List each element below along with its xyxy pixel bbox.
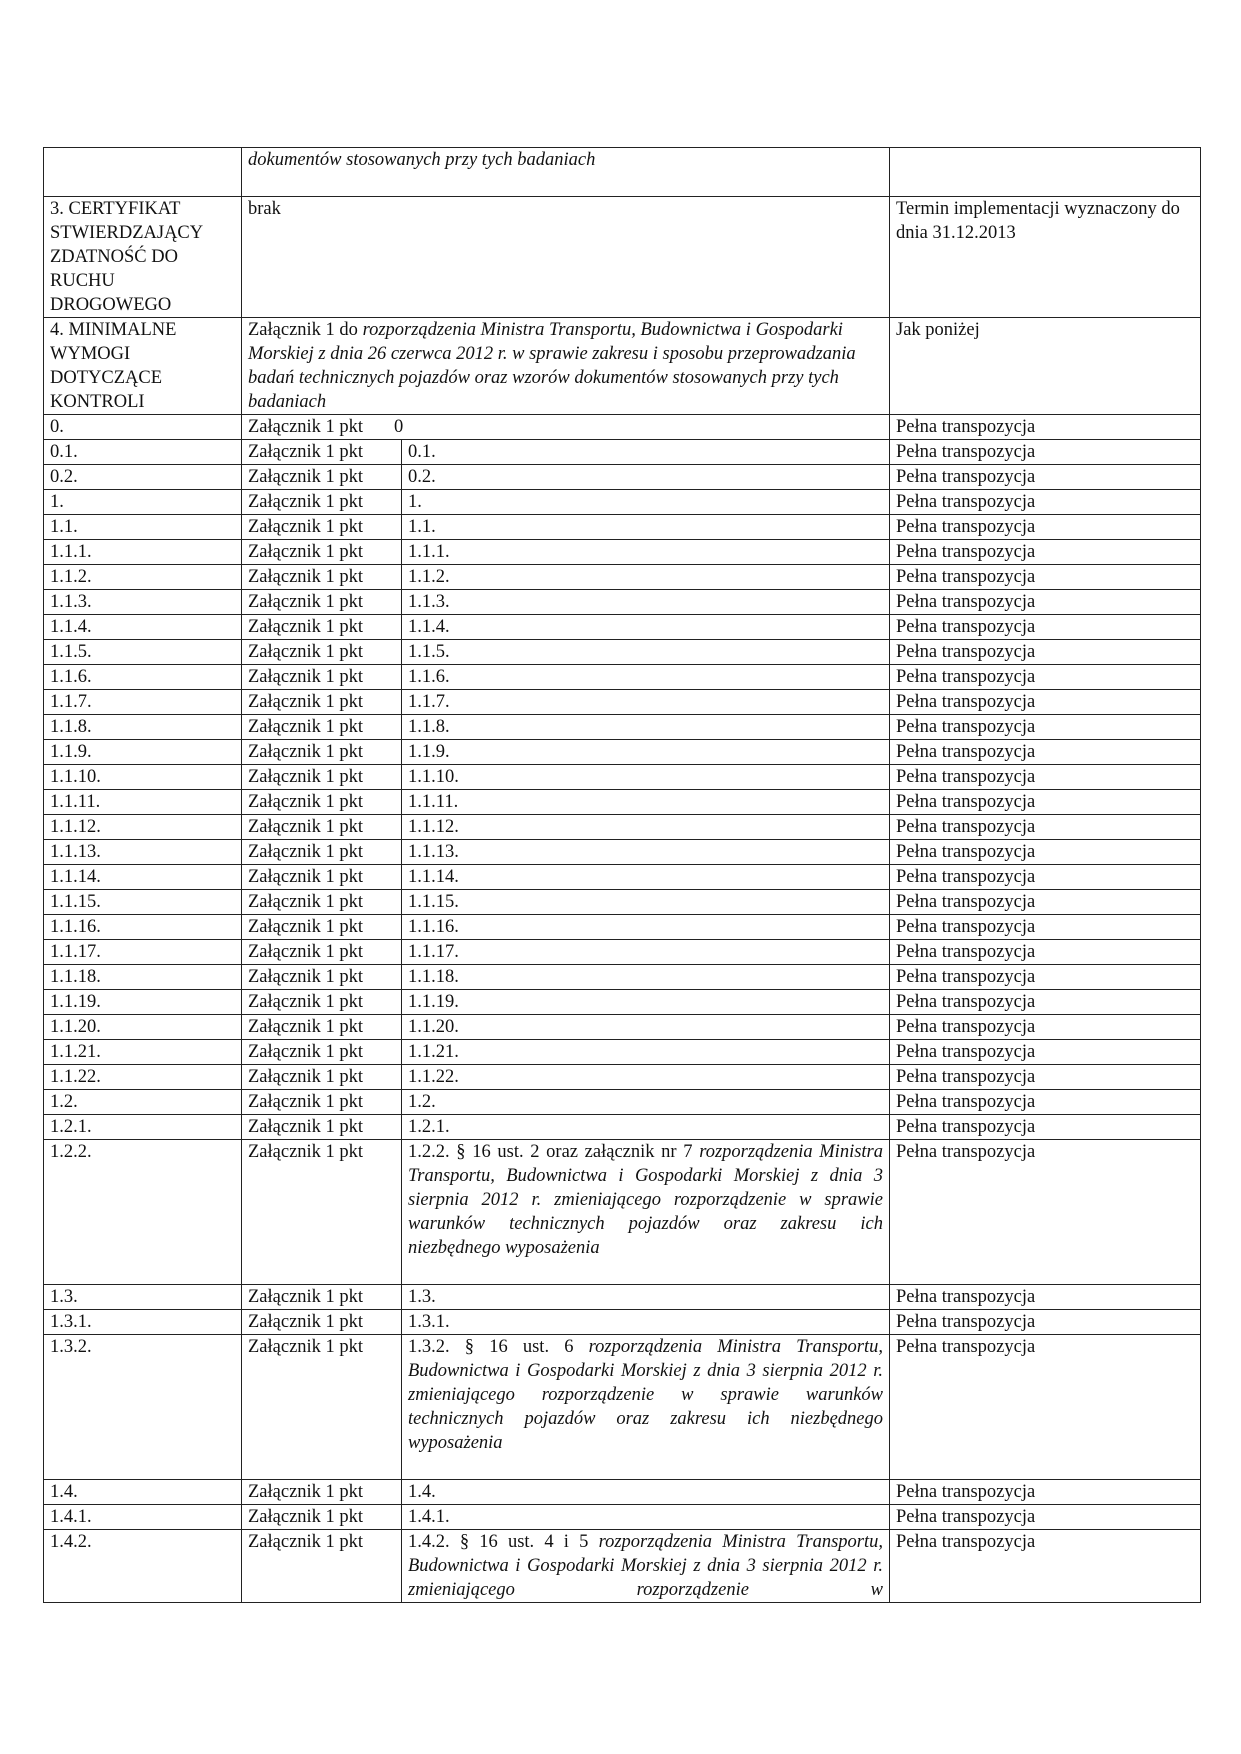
cell-number: 1.1.4.: [44, 615, 242, 640]
table-row-continued: [44, 148, 1201, 197]
cell-point: 0.2.: [402, 465, 890, 490]
cell-status: Pełna transpozycja: [890, 915, 1201, 940]
cell-label: 4. MINIMALNE WYMOGI DOTYCZĄCE KONTROLI: [44, 318, 242, 415]
reference-label: Załącznik 1 pkt: [248, 417, 364, 437]
table-row-1-2-2: [44, 1140, 1201, 1285]
cell-number: 1.4.: [44, 1480, 242, 1505]
cell-number: 1.1.8.: [44, 715, 242, 740]
cell-point: 1.1.4.: [402, 615, 890, 640]
cell-point: 1.3.: [402, 1285, 890, 1310]
cell-status: Pełna transpozycja: [890, 1310, 1201, 1335]
table-row: [44, 1505, 1201, 1530]
cell-number: 1.1.5.: [44, 640, 242, 665]
cell-status: Pełna transpozycja: [890, 490, 1201, 515]
cell-number: 1.3.: [44, 1285, 242, 1310]
cell-number: 0.1.: [44, 440, 242, 465]
cell-status: Pełna transpozycja: [890, 1015, 1201, 1040]
cell-point: 1.1.14.: [402, 865, 890, 890]
cell-status: Pełna transpozycja: [890, 515, 1201, 540]
cell-reference: Załącznik 1 pkt: [242, 1480, 402, 1505]
cell-status: Pełna transpozycja: [890, 665, 1201, 690]
cell-point: [402, 1530, 890, 1603]
table-row: [44, 540, 1201, 565]
cell-reference: Załącznik 1 pkt: [242, 690, 402, 715]
cell-number: 1.2.: [44, 1090, 242, 1115]
cell-point: 1.1.18.: [402, 965, 890, 990]
table-row: [44, 1310, 1201, 1335]
cell-status: Pełna transpozycja: [890, 790, 1201, 815]
cell-number: 1.1.15.: [44, 890, 242, 915]
table-row: [44, 765, 1201, 790]
cell-number: 1.1.20.: [44, 1015, 242, 1040]
cell-status: Pełna transpozycja: [890, 540, 1201, 565]
cell-number: 1.2.1.: [44, 1115, 242, 1140]
cell-reference: Załącznik 1 pkt: [242, 540, 402, 565]
table-row: [44, 490, 1201, 515]
cell-reference: [242, 415, 890, 440]
legal-basis-italic: rozporządzenia Ministra Transportu, Budownictwa i Gospodarki Morskiej z dnia 26 czerwca 2012 r. w sprawie zakresu i sposobu przeprowadzania badań technicznych pojazdów oraz wzorów dokumentów stosowanych przy tych badaniach: [248, 320, 856, 412]
cell-reference: Załącznik 1 pkt: [242, 490, 402, 515]
cell-number: 1.1.18.: [44, 965, 242, 990]
cell-status: Pełna transpozycja: [890, 465, 1201, 490]
cell-reference: Załącznik 1 pkt: [242, 865, 402, 890]
cell-number: 1.3.2.: [44, 1335, 242, 1480]
transposition-table: [43, 147, 1201, 1603]
cell-point: 1.: [402, 490, 890, 515]
cell-reference: Załącznik 1 pkt: [242, 590, 402, 615]
cell-status: Pełna transpozycja: [890, 1090, 1201, 1115]
table-row-1-3-2: [44, 1335, 1201, 1480]
table-row: [44, 865, 1201, 890]
cell-point: 1.1.8.: [402, 715, 890, 740]
point-italic: rozporządzenia Ministra Transportu, Budownictwa i Gospodarki Morskiej z dnia 3 sierpnia 2012 r. zmieniającego rozporządzenie w: [408, 1532, 884, 1600]
table-row: [44, 890, 1201, 915]
cell-point: 1.1.6.: [402, 665, 890, 690]
cell-number: 1.1.19.: [44, 990, 242, 1015]
cell-status: Pełna transpozycja: [890, 990, 1201, 1015]
table-row: [44, 1090, 1201, 1115]
cell-reference: Załącznik 1 pkt: [242, 1310, 402, 1335]
cell-reference: Załącznik 1 pkt: [242, 565, 402, 590]
cell-status: Pełna transpozycja: [890, 1115, 1201, 1140]
cell-point: 1.1.13.: [402, 840, 890, 865]
cell-status: Pełna transpozycja: [890, 1285, 1201, 1310]
table-row-minimum-requirements: [44, 318, 1201, 415]
cell-reference: Załącznik 1 pkt: [242, 465, 402, 490]
cell-number: 1.1.12.: [44, 815, 242, 840]
cell-number: 1.3.1.: [44, 1310, 242, 1335]
cell-point: 1.1.11.: [402, 790, 890, 815]
legal-basis-plain: Załącznik 1 do: [248, 320, 363, 340]
cell-reference: Załącznik 1 pkt: [242, 990, 402, 1015]
cell-point: 1.1.17.: [402, 940, 890, 965]
cell-label: 3. CERTYFIKAT STWIERDZAJĄCY ZDATNOŚĆ DO RUCHU DROGOWEGO: [44, 197, 242, 318]
cell-status: Pełna transpozycja: [890, 640, 1201, 665]
cell-reference: Załącznik 1 pkt: [242, 640, 402, 665]
cell-point: 1.1.21.: [402, 1040, 890, 1065]
cell-legal-basis: dokumentów stosowanych przy tych badaniach: [242, 148, 890, 197]
cell-status: Pełna transpozycja: [890, 1480, 1201, 1505]
table-row: [44, 590, 1201, 615]
cell-reference: Załącznik 1 pkt: [242, 1530, 402, 1603]
cell-number: 1.1.21.: [44, 1040, 242, 1065]
table-row: [44, 665, 1201, 690]
cell-reference: Załącznik 1 pkt: [242, 1285, 402, 1310]
cell-point: 1.1.12.: [402, 815, 890, 840]
table-row: [44, 440, 1201, 465]
table-row: [44, 465, 1201, 490]
cell-legal-basis: brak: [242, 197, 890, 318]
cell-reference: Załącznik 1 pkt: [242, 1140, 402, 1285]
table-row: [44, 640, 1201, 665]
table-row: [44, 690, 1201, 715]
cell-status: Pełna transpozycja: [890, 890, 1201, 915]
point-italic: rozporządzenia Ministra Transportu, Budownictwa i Gospodarki Morskiej z dnia 3 sierpnia 2012 r. zmieniającego rozporządzenie w sprawie warunków technicznych pojazdów oraz zakresu ich niezbędnego wyposażenia: [408, 1337, 884, 1453]
cell-point: 1.2.: [402, 1090, 890, 1115]
cell-point: 1.1.2.: [402, 565, 890, 590]
cell-point: [402, 1335, 890, 1480]
cell-status: Pełna transpozycja: [890, 440, 1201, 465]
cell-status: Pełna transpozycja: [890, 1040, 1201, 1065]
cell-point: 1.1.7.: [402, 690, 890, 715]
cell-number: 1.1.6.: [44, 665, 242, 690]
cell-status: Pełna transpozycja: [890, 590, 1201, 615]
cell-number: 1.1.10.: [44, 765, 242, 790]
cell-status: Pełna transpozycja: [890, 1065, 1201, 1090]
cell-status: Termin implementacji wyznaczony do dnia 31.12.2013: [890, 197, 1201, 318]
cell-reference: Załącznik 1 pkt: [242, 615, 402, 640]
table-row: [44, 1115, 1201, 1140]
cell-status: Pełna transpozycja: [890, 740, 1201, 765]
cell-number: 1.1.3.: [44, 590, 242, 615]
cell-point: 1.1.19.: [402, 990, 890, 1015]
cell-reference: Załącznik 1 pkt: [242, 665, 402, 690]
cell-point: 1.2.1.: [402, 1115, 890, 1140]
cell-reference: Załącznik 1 pkt: [242, 790, 402, 815]
cell-point: 1.1.22.: [402, 1065, 890, 1090]
cell-status: Jak poniżej: [890, 318, 1201, 415]
cell-point: 1.1.15.: [402, 890, 890, 915]
cell-reference: Załącznik 1 pkt: [242, 1505, 402, 1530]
point-plain: 1.3.2. § 16 ust. 6: [408, 1337, 589, 1357]
table-row: [44, 965, 1201, 990]
cell-reference: Załącznik 1 pkt: [242, 1015, 402, 1040]
cell-number: 1.1.13.: [44, 840, 242, 865]
table-row: [44, 815, 1201, 840]
cell-reference: Załącznik 1 pkt: [242, 515, 402, 540]
table-row: [44, 990, 1201, 1015]
table-row: [44, 790, 1201, 815]
cell-number: 1.1.14.: [44, 865, 242, 890]
cell-status: Pełna transpozycja: [890, 840, 1201, 865]
cell-reference: Załącznik 1 pkt: [242, 915, 402, 940]
cell-status: Pełna transpozycja: [890, 1140, 1201, 1285]
table-row: [44, 1065, 1201, 1090]
cell-number: 1.1.16.: [44, 915, 242, 940]
cell-reference: Załącznik 1 pkt: [242, 1040, 402, 1065]
cell-reference: Załącznik 1 pkt: [242, 740, 402, 765]
reference-point: 0: [394, 417, 404, 437]
cell-point: 0.1.: [402, 440, 890, 465]
cell-reference: Załącznik 1 pkt: [242, 765, 402, 790]
table-row: [44, 1285, 1201, 1310]
cell-label: [44, 148, 242, 197]
cell-number: 1.1.2.: [44, 565, 242, 590]
cell-number: 1.4.1.: [44, 1505, 242, 1530]
cell-status: Pełna transpozycja: [890, 940, 1201, 965]
cell-reference: Załącznik 1 pkt: [242, 715, 402, 740]
cell-point: 1.1.10.: [402, 765, 890, 790]
cell-number: 1.1.11.: [44, 790, 242, 815]
cell-status: Pełna transpozycja: [890, 1505, 1201, 1530]
cell-status: Pełna transpozycja: [890, 965, 1201, 990]
cell-reference: Załącznik 1 pkt: [242, 1335, 402, 1480]
cell-number: 1.1.7.: [44, 690, 242, 715]
cell-status: Pełna transpozycja: [890, 765, 1201, 790]
cell-status: Pełna transpozycja: [890, 615, 1201, 640]
cell-reference: Załącznik 1 pkt: [242, 840, 402, 865]
table-row: [44, 715, 1201, 740]
cell-status: Pełna transpozycja: [890, 1335, 1201, 1480]
table-row-1-4-2: [44, 1530, 1201, 1603]
cell-status: Pełna transpozycja: [890, 690, 1201, 715]
cell-number: 1.2.2.: [44, 1140, 242, 1285]
cell-number: 1.1.17.: [44, 940, 242, 965]
table-row: [44, 915, 1201, 940]
cell-point: 1.1.9.: [402, 740, 890, 765]
cell-reference: Załącznik 1 pkt: [242, 1065, 402, 1090]
point-italic: rozporządzenia Ministra Transportu, Budownictwa i Gospodarki Morskiej z dnia 3 sierpnia 2012 r. zmieniającego rozporządzenie w sprawie warunków technicznych pojazdów oraz zakresu ich niezbędnego wyposażenia: [408, 1142, 883, 1258]
point-plain: 1.2.2. § 16 ust. 2 oraz załącznik nr 7: [408, 1142, 700, 1162]
table-row: [44, 565, 1201, 590]
cell-number: 1.4.2.: [44, 1530, 242, 1603]
cell-reference: Załącznik 1 pkt: [242, 440, 402, 465]
cell-point: 1.3.1.: [402, 1310, 890, 1335]
cell-number: 1.1.22.: [44, 1065, 242, 1090]
cell-point: 1.4.1.: [402, 1505, 890, 1530]
table-row-certificate: [44, 197, 1201, 318]
cell-number: 0.2.: [44, 465, 242, 490]
cell-status: Pełna transpozycja: [890, 715, 1201, 740]
cell-point: 1.1.5.: [402, 640, 890, 665]
cell-point: 1.1.1.: [402, 540, 890, 565]
cell-status: Pełna transpozycja: [890, 815, 1201, 840]
cell-number: 1.: [44, 490, 242, 515]
cell-number: 0.: [44, 415, 242, 440]
cell-status: Pełna transpozycja: [890, 865, 1201, 890]
table-row: [44, 415, 1201, 440]
cell-legal-basis: [242, 318, 890, 415]
table-row: [44, 840, 1201, 865]
cell-point: 1.1.20.: [402, 1015, 890, 1040]
cell-reference: Załącznik 1 pkt: [242, 940, 402, 965]
table-row: [44, 740, 1201, 765]
table-row: [44, 515, 1201, 540]
cell-point: 1.1.16.: [402, 915, 890, 940]
point-plain: 1.4.2. § 16 ust. 4 i 5: [408, 1532, 599, 1552]
cell-point: 1.1.: [402, 515, 890, 540]
cell-number: 1.1.: [44, 515, 242, 540]
table-row: [44, 1480, 1201, 1505]
cell-reference: Załącznik 1 pkt: [242, 1115, 402, 1140]
table-row: [44, 1015, 1201, 1040]
cell-point: [402, 1140, 890, 1285]
cell-number: 1.1.1.: [44, 540, 242, 565]
cell-status: Pełna transpozycja: [890, 565, 1201, 590]
cell-point: 1.4.: [402, 1480, 890, 1505]
cell-reference: Załącznik 1 pkt: [242, 890, 402, 915]
cell-status: [890, 148, 1201, 197]
cell-point: 1.1.3.: [402, 590, 890, 615]
cell-reference: Załącznik 1 pkt: [242, 965, 402, 990]
cell-reference: Załącznik 1 pkt: [242, 1090, 402, 1115]
cell-reference: Załącznik 1 pkt: [242, 815, 402, 840]
cell-number: 1.1.9.: [44, 740, 242, 765]
cell-status: Pełna transpozycja: [890, 415, 1201, 440]
table-row: [44, 615, 1201, 640]
cell-status: Pełna transpozycja: [890, 1530, 1201, 1603]
table-row: [44, 1040, 1201, 1065]
table-row: [44, 940, 1201, 965]
table-body: [44, 148, 1201, 1603]
